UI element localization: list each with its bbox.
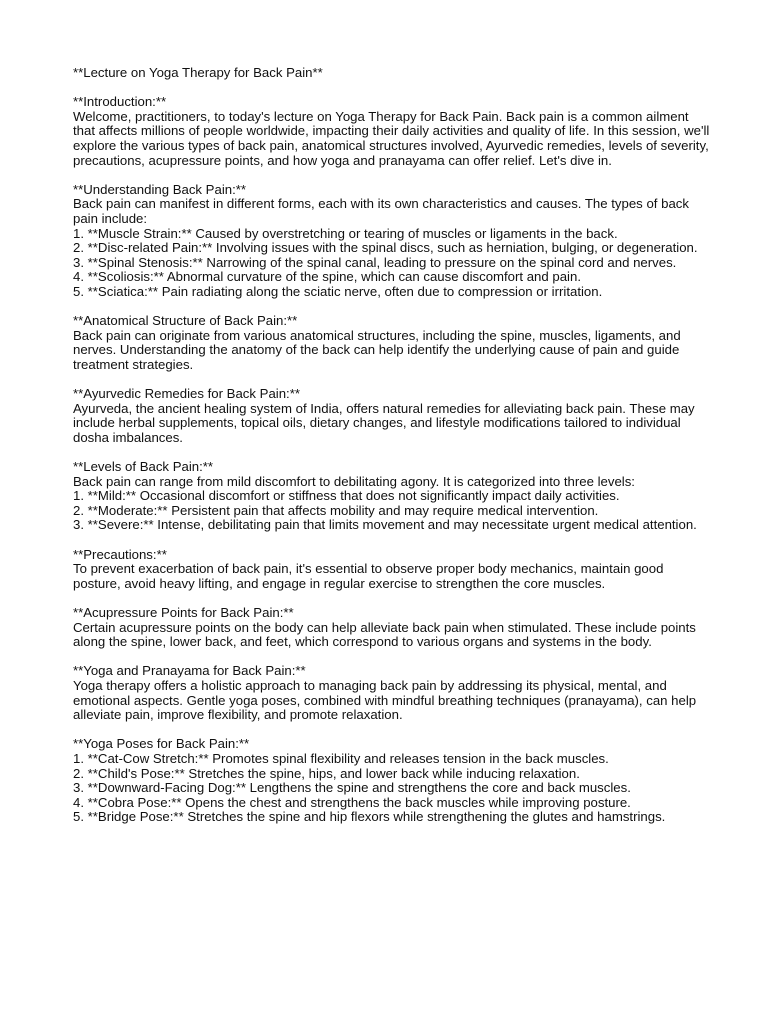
- list-item: 1. **Muscle Strain:** Caused by overstretching or tearing of muscles or ligaments in the back.: [73, 225, 618, 241]
- section-heading: **Introduction:**: [73, 94, 167, 110]
- levels-list: [73, 489, 713, 533]
- section-heading: **Precautions:**: [73, 546, 167, 562]
- section-heading: **Ayurvedic Remedies for Back Pain:**: [73, 386, 300, 402]
- section-heading: **Understanding Back Pain:**: [73, 181, 247, 197]
- list-item: 5. **Sciatica:** Pain radiating along the sciatic nerve, often due to compression or irritation.: [73, 283, 603, 299]
- section-paragraph: Ayurveda, the ancient healing system of India, offers natural remedies for alleviating back pain. These may include herbal supplements, topical oils, dietary changes, and lifestyle modifications tailored to individual dosha imbalances.: [73, 400, 695, 445]
- list-item: 4. **Scoliosis:** Abnormal curvature of the spine, which can cause discomfort and pain.: [73, 269, 581, 285]
- list-item: 5. **Bridge Pose:** Stretches the spine and hip flexors while strengthening the glutes and hamstrings.: [73, 809, 666, 825]
- list-item: 3. **Downward-Facing Dog:** Lengthens the spine and strengthens the core and back muscles.: [73, 780, 631, 796]
- list-item: 1. **Mild:** Occasional discomfort or stiffness that does not significantly impact daily activities.: [73, 488, 620, 504]
- section-introduction: [73, 95, 713, 168]
- list-item: 3. **Spinal Stenosis:** Narrowing of the spinal canal, leading to pressure on the spinal cord and nerves.: [73, 254, 677, 270]
- section-levels: [73, 460, 713, 533]
- section-paragraph: Back pain can manifest in different forms, each with its own characteristics and causes. The types of back pain include:: [73, 196, 689, 226]
- list-item: 2. **Disc-related Pain:** Involving issues with the spinal discs, such as herniation, bulging, or degeneration.: [73, 240, 698, 256]
- list-item: 4. **Cobra Pose:** Opens the chest and strengthens the back muscles while improving posture.: [73, 794, 631, 810]
- types-list: [73, 227, 713, 300]
- section-understanding-back-pain: [73, 183, 713, 300]
- section-paragraph: Back pain can range from mild discomfort to debilitating agony. It is categorized into three levels:: [73, 473, 635, 489]
- section-heading: **Yoga Poses for Back Pain:**: [73, 736, 250, 752]
- section-paragraph: Yoga therapy offers a holistic approach to managing back pain by addressing its physical, mental, and emotional aspects. Gentle yoga poses, combined with mindful breathing techniques (pranayama), can help alleviate pain, improve flexibility, and promote relaxation.: [73, 677, 697, 723]
- poses-list: [73, 752, 713, 825]
- section-precautions: [73, 548, 713, 592]
- list-item: 1. **Cat-Cow Stretch:** Promotes spinal flexibility and releases tension in the back muscles.: [73, 750, 609, 766]
- section-ayurvedic-remedies: [73, 387, 713, 445]
- section-paragraph: To prevent exacerbation of back pain, it's essential to observe proper body mechanics, maintain good posture, avoid heavy lifting, and engage in regular exercise to strengthen the core muscles.: [73, 561, 664, 591]
- list-item: 2. **Moderate:** Persistent pain that affects mobility and may require medical intervention.: [73, 502, 599, 518]
- section-paragraph: Back pain can originate from various anatomical structures, including the spine, muscles, ligaments, and nerves. Understanding the anatomy of the back can help identify the underlying cause of pain and guide treatment strategies.: [73, 327, 681, 372]
- section-yoga-pranayama: [73, 664, 713, 722]
- section-paragraph: Welcome, practitioners, to today's lecture on Yoga Therapy for Back Pain. Back pain is a common ailment that affects millions of people worldwide, impacting their daily activities and quality of life. In this session, we'll explore the various types of back pain, anatomical structures involved, Ayurvedic remedies, levels of severity, precautions, acupressure points, and how yoga and pranayama can offer relief. Let's dive in.: [73, 108, 710, 168]
- section-heading: **Levels of Back Pain:**: [73, 459, 214, 475]
- list-item: 2. **Child's Pose:** Stretches the spine, hips, and lower back while inducing relaxation.: [73, 765, 580, 781]
- list-item: 3. **Severe:** Intense, debilitating pain that limits movement and may necessitate urgent medical attention.: [73, 517, 697, 533]
- document-page: [73, 66, 713, 839]
- section-paragraph: Certain acupressure points on the body can help alleviate back pain when stimulated. These include points along the spine, lower back, and feet, which correspond to various organs and systems in the body.: [73, 619, 696, 650]
- section-acupressure: [73, 606, 713, 650]
- section-heading: **Anatomical Structure of Back Pain:**: [73, 313, 298, 329]
- document-title: **Lecture on Yoga Therapy for Back Pain**: [73, 65, 323, 80]
- section-heading: **Yoga and Pranayama for Back Pain:**: [73, 663, 306, 679]
- section-yoga-poses: [73, 737, 713, 825]
- section-heading: **Acupressure Points for Back Pain:**: [73, 604, 294, 620]
- section-anatomical-structure: [73, 314, 713, 372]
